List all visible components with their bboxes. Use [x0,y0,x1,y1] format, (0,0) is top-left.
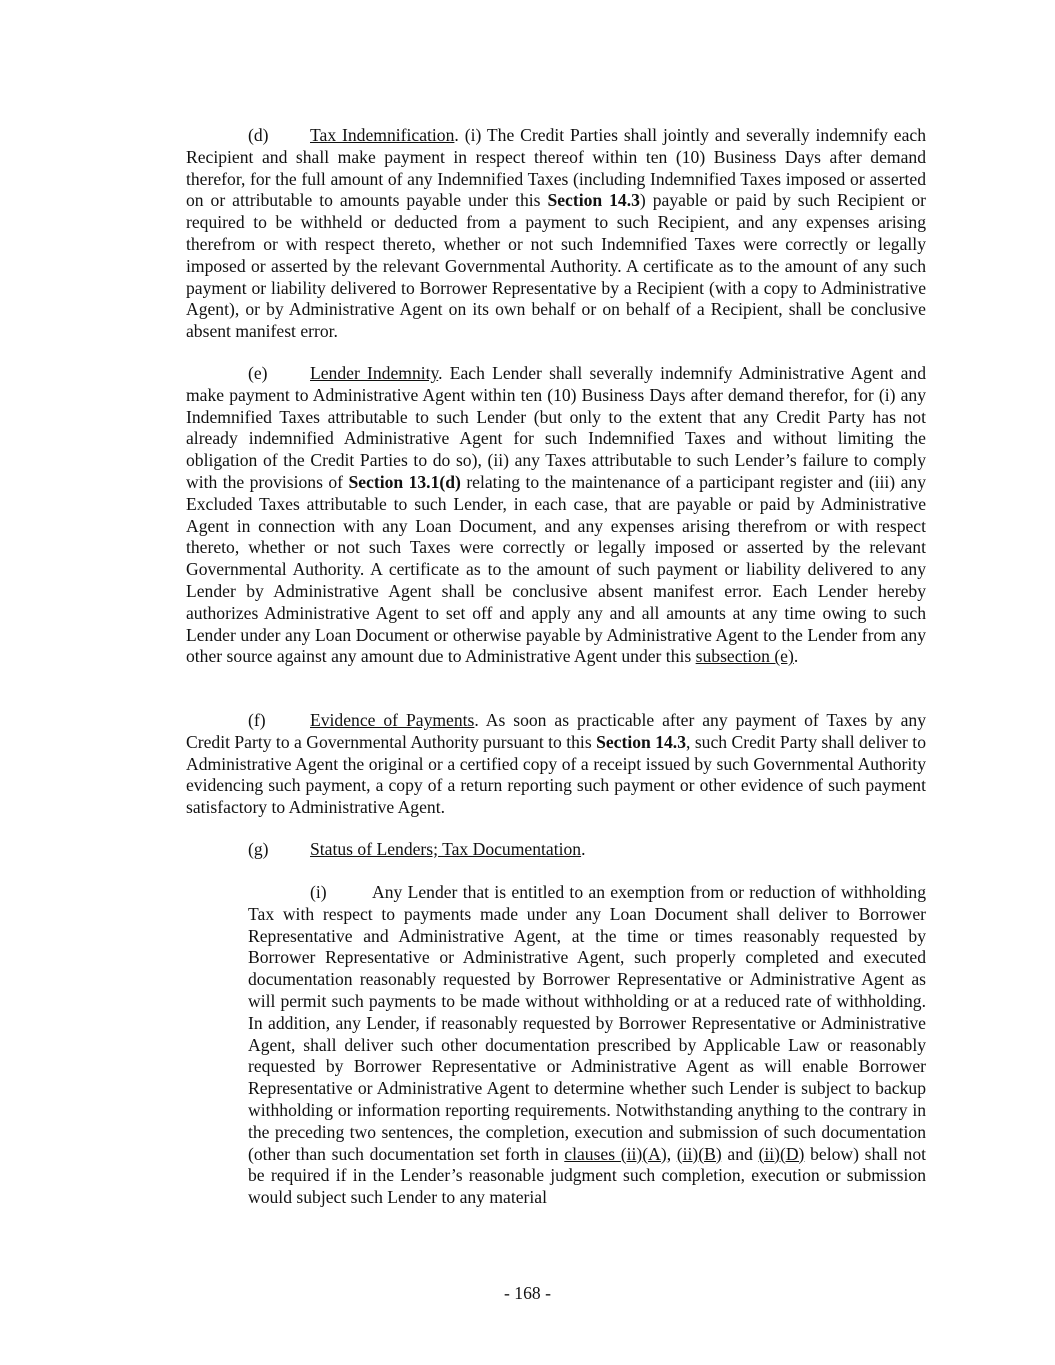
paragraph-d [186,125,926,343]
clause-ref-ii-d: (ii)(D) [758,1143,805,1164]
paragraph-g-i-text-3: and [721,1143,759,1164]
paragraph-f-section-ref: Section 14.3 [596,731,687,752]
paragraph-e-text-3: . [793,646,799,667]
paragraph-e-label: (e) [248,363,268,383]
paragraph-g-i-text-2: , [666,1143,677,1164]
paragraph-g [186,839,926,861]
paragraph-d-heading: Tax Indemnification [310,125,455,145]
paragraph-e [186,363,926,668]
paragraph-d-text-1: . (i) The Credit Parties shall jointly and severally indemnify each Recipient and shall make payment in respect thereof within ten (10) Business Days after demand therefor, for the full amount of any Indemnified Taxes (including Indemnified Taxes imposed or asserted on or attributable to amounts payable under this [186,125,926,211]
paragraph-f [186,710,926,819]
paragraph-f-text-2: , such Credit Party shall deliver to Administrative Agent the original or a certified copy of a receipt issued by such Governmental Authority evidencing such payment, a copy of a return reporting such payment or other evidence of such payment satisfactory to Administrative Agent. [186,731,926,818]
paragraph-g-i [248,882,926,1209]
paragraph-g-heading: Status of Lenders; Tax Documentation [310,839,582,859]
paragraph-e-section-ref: Section 13.1(d) [348,471,461,492]
clause-ref-ii-a: clauses (ii)(A) [564,1143,667,1164]
paragraph-d-section-ref: Section 14.3 [547,190,640,211]
paragraph-g-i-label: (i) [310,882,327,902]
clause-ref-ii-b: (ii)(B) [676,1143,722,1164]
paragraph-d-label: (d) [248,125,269,145]
paragraph-e-text-1: . Each Lender shall severally indemnify Administrative Agent and make payment to Administrative Agent within ten (10) Business Days after demand therefor, for (i) any Indemnified Taxes attributable to such Lender (but only to the extent that any Credit Party has not already indemnified Administrative Agent for such Indemnified Taxes and without limiting the obligation of the Credit Parties to do so), (ii) any Taxes attributable to such Lender’s failure to comply with the provisions of [186,363,926,492]
paragraph-f-label: (f) [248,710,266,730]
paragraph-g-label: (g) [248,839,269,859]
paragraph-e-heading: Lender Indemnity [310,363,439,383]
paragraph-f-heading: Evidence of Payments [310,710,475,730]
page-number: - 168 - [504,1283,551,1303]
paragraph-g-i-text-4: below) shall not be required if in the Lender’s reasonable judgment such completion, execution or submission would subject such Lender to any material [248,1143,927,1208]
paragraph-d-text-2: ) payable or paid by such Recipient or required to be withheld or deducted from a payment to such Recipient, and any expenses arising therefrom or with respect thereto, whether or not such Indemnified Taxes were correctly or legally imposed or asserted by the relevant Governmental Authority. A certificate as to the amount of any such payment or liability delivered to Borrower Representative by a Recipient (with a copy to Administrative Agent), or by Administrative Agent on its own behalf or on behalf of a Recipient, shall be conclusive absent manifest error. [186,190,926,342]
paragraph-e-subsection-ref: subsection (e) [695,646,794,667]
paragraph-g-i-text-1: Any Lender that is entitled to an exemption from or reduction of withholding Tax with respect to payments made under any Loan Document shall deliver to Borrower Representative and Administrative Agent, at the time or times reasonably requested by Borrower Representative or Administrative Agent, such properly completed and executed documentation reasonably requested by Borrower Representative or Administrative Agent as will permit such payments to be made without withholding or at a reduced rate of withholding. In addition, any Lender, if reasonably requested by Borrower Representative or Administrative Agent, shall deliver such other documentation prescribed by Applicable Law or reasonably requested by Borrower Representative or Administrative Agent as will enable Borrower Representative or Administrative Agent to determine whether such Lender is subject to backup withholding or information reporting requirements. Notwithstanding anything to the contrary in the preceding two sentences, the completion, execution and submission of such documentation (other than such documentation set forth in [248,882,926,1164]
paragraph-f-text-1: . As soon as practicable after any payment of Taxes by any Credit Party to a Governmental Authority pursuant to this [186,710,926,752]
paragraph-g-text-1: . [581,839,586,859]
paragraph-e-text-2: relating to the maintenance of a participant register and (iii) any Excluded Taxes attributable to such Lender, in each case, that are payable or paid by Administrative Agent in connection with any Loan Document, and any expenses arising therefrom or with respect thereto, whether or not such Taxes were correctly or legally imposed or asserted by the relevant Governmental Authority. A certificate as to the amount of such payment or liability delivered to any Lender by Administrative Agent shall be conclusive absent manifest error. Each Lender hereby authorizes Administrative Agent to set off and apply any and all amounts at any time owing to such Lender under any Loan Document or otherwise payable by Administrative Agent to the Lender from any other source against any amount due to Administrative Agent under this [186,471,926,667]
